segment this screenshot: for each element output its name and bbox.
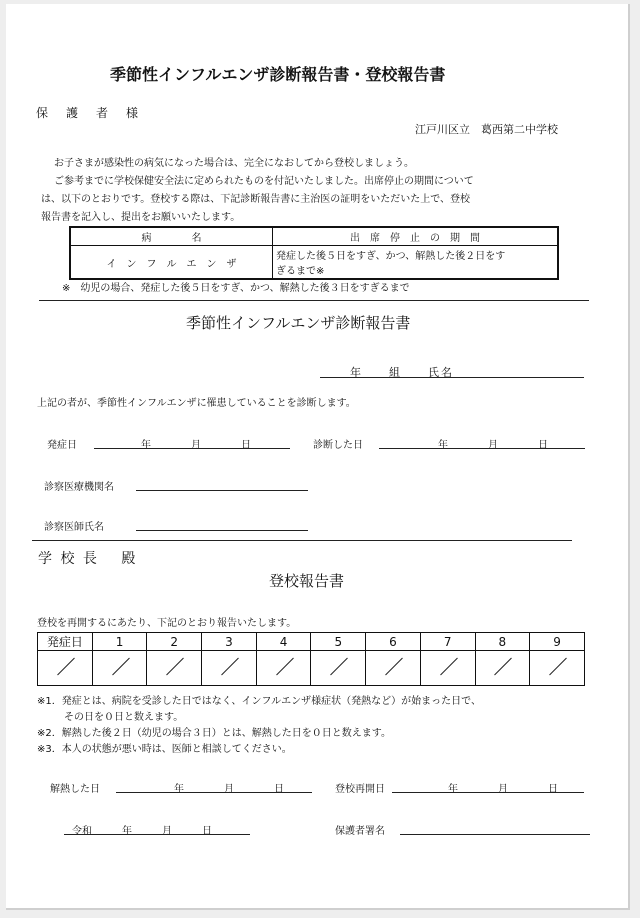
date-cell-7[interactable] bbox=[420, 651, 475, 686]
days-header-3: 3 bbox=[202, 633, 257, 651]
days-header-2: 2 bbox=[147, 633, 202, 651]
date-cell-8[interactable] bbox=[475, 651, 530, 686]
diagnosis-statement: 上記の者が、季節性インフルエンザに罹患していることを診断します。 bbox=[37, 398, 356, 409]
days-header-onset: 発症日 bbox=[38, 633, 93, 651]
resume-date: 年 月 日 bbox=[448, 784, 558, 795]
date-slash-icon bbox=[111, 657, 129, 677]
guardian-salutation: 保 護 者 様 bbox=[36, 106, 142, 120]
date-cell-3[interactable] bbox=[202, 651, 257, 686]
section-divider-2 bbox=[32, 540, 572, 541]
suspension-period bbox=[273, 246, 559, 280]
diagnosed-date: 年 月 日 bbox=[438, 440, 548, 451]
disease-name: イ ン フ ル エ ン ザ bbox=[70, 246, 273, 280]
doctor-label: 診察医師氏名 bbox=[44, 522, 104, 533]
date-cell-6[interactable] bbox=[366, 651, 421, 686]
fever-end-label: 解熱した日 bbox=[50, 784, 100, 795]
fever-end-date: 年 月 日 bbox=[174, 784, 284, 795]
school-name: 江戸川区立 葛西第二中学校 bbox=[415, 123, 558, 136]
date-cell-5[interactable] bbox=[311, 651, 366, 686]
date-slash-icon bbox=[329, 657, 347, 677]
note-1-cont: その日を０日と数えます。 bbox=[64, 712, 184, 723]
section-divider bbox=[39, 300, 589, 301]
date-cell-2[interactable] bbox=[147, 651, 202, 686]
date-slash-icon bbox=[384, 657, 402, 677]
days-header-4: 4 bbox=[256, 633, 311, 651]
date-cell-1[interactable] bbox=[92, 651, 147, 686]
days-header-7: 7 bbox=[420, 633, 475, 651]
doctor-line bbox=[136, 530, 308, 531]
date-slash-icon bbox=[165, 657, 183, 677]
intro-line-2: ご参考までに学校保健安全法に定められたものを付記いたしました。出席停止の期間について bbox=[54, 176, 474, 187]
document-title: 季節性インフルエンザ診断報告書・登校報告書 bbox=[110, 65, 446, 84]
date-slash-icon bbox=[493, 657, 511, 677]
infant-note: ※ 幼児の場合、発症した後５日をすぎ、かつ、解熱した後３日をすぎるまで bbox=[62, 283, 410, 294]
days-header-9: 9 bbox=[530, 633, 585, 651]
date-slash-icon bbox=[439, 657, 457, 677]
note-1: ※1．発症とは、病院を受診した日ではなく、インフルエンザ様症状（発熱など）が始まった日で、 bbox=[37, 696, 481, 707]
onset-date: 年 月 日 bbox=[141, 440, 251, 451]
date-slash-icon bbox=[275, 657, 293, 677]
onset-line bbox=[94, 448, 290, 449]
days-header-5: 5 bbox=[311, 633, 366, 651]
date-slash-icon bbox=[220, 657, 238, 677]
period-line-2: ぎるまで※ bbox=[276, 266, 325, 277]
intro-line-4: 報告書を記入し、提出をお願いいたします。 bbox=[41, 212, 241, 223]
period-line-1: 発症した後５日をすぎ、かつ、解熱した後２日をす bbox=[276, 251, 506, 262]
days-table bbox=[37, 632, 585, 686]
attendance-suspension-table bbox=[69, 226, 559, 280]
clinic-line bbox=[136, 490, 308, 491]
era-date-line bbox=[64, 834, 250, 835]
days-header-6: 6 bbox=[366, 633, 421, 651]
resume-label: 登校再開日 bbox=[335, 784, 385, 795]
fever-end-line bbox=[116, 792, 312, 793]
guardian-sign-line bbox=[400, 834, 590, 835]
diagnosed-label: 診断した日 bbox=[313, 440, 363, 451]
principal-addressee: 学 校 長 殿 bbox=[38, 551, 138, 567]
date-cell-onset[interactable] bbox=[38, 651, 93, 686]
days-header-1: 1 bbox=[92, 633, 147, 651]
date-cell-9[interactable] bbox=[530, 651, 585, 686]
name-row-line bbox=[320, 377, 584, 378]
onset-label: 発症日 bbox=[47, 440, 77, 451]
name-row-label: 年 組 氏名 bbox=[350, 366, 454, 379]
header-period: 出 席 停 止 の 期 間 bbox=[273, 227, 559, 246]
date-slash-icon bbox=[56, 657, 74, 677]
note-2: ※2．解熱した後２日（幼児の場合３日）とは、解熱した日を０日と数えます。 bbox=[37, 728, 391, 739]
header-disease: 病 名 bbox=[70, 227, 273, 246]
clinic-label: 診察医療機関名 bbox=[44, 482, 114, 493]
date-slash-icon bbox=[548, 657, 566, 677]
intro-line-3: は、以下のとおりです。登校する際は、下記診断報告書に主治医の証明をいただいた上で、登校 bbox=[41, 194, 470, 205]
resume-line bbox=[392, 792, 584, 793]
document-page bbox=[6, 4, 630, 910]
school-report-statement: 登校を再開するにあたり、下記のとおり報告いたします。 bbox=[37, 618, 297, 629]
guardian-sign-label: 保護者署名 bbox=[335, 826, 385, 837]
intro-line-1: お子さまが感染性の病気になった場合は、完全になおしてから登校しましょう。 bbox=[54, 158, 414, 169]
days-header-8: 8 bbox=[475, 633, 530, 651]
era-date: 令和 年 月 日 bbox=[72, 826, 212, 837]
date-cell-4[interactable] bbox=[256, 651, 311, 686]
diagnosed-line bbox=[379, 448, 585, 449]
diagnosis-title: 季節性インフルエンザ診断報告書 bbox=[186, 314, 411, 332]
school-report-title: 登校報告書 bbox=[269, 572, 345, 590]
note-3: ※3．本人の状態が悪い時は、医師と相談してください。 bbox=[37, 744, 292, 755]
